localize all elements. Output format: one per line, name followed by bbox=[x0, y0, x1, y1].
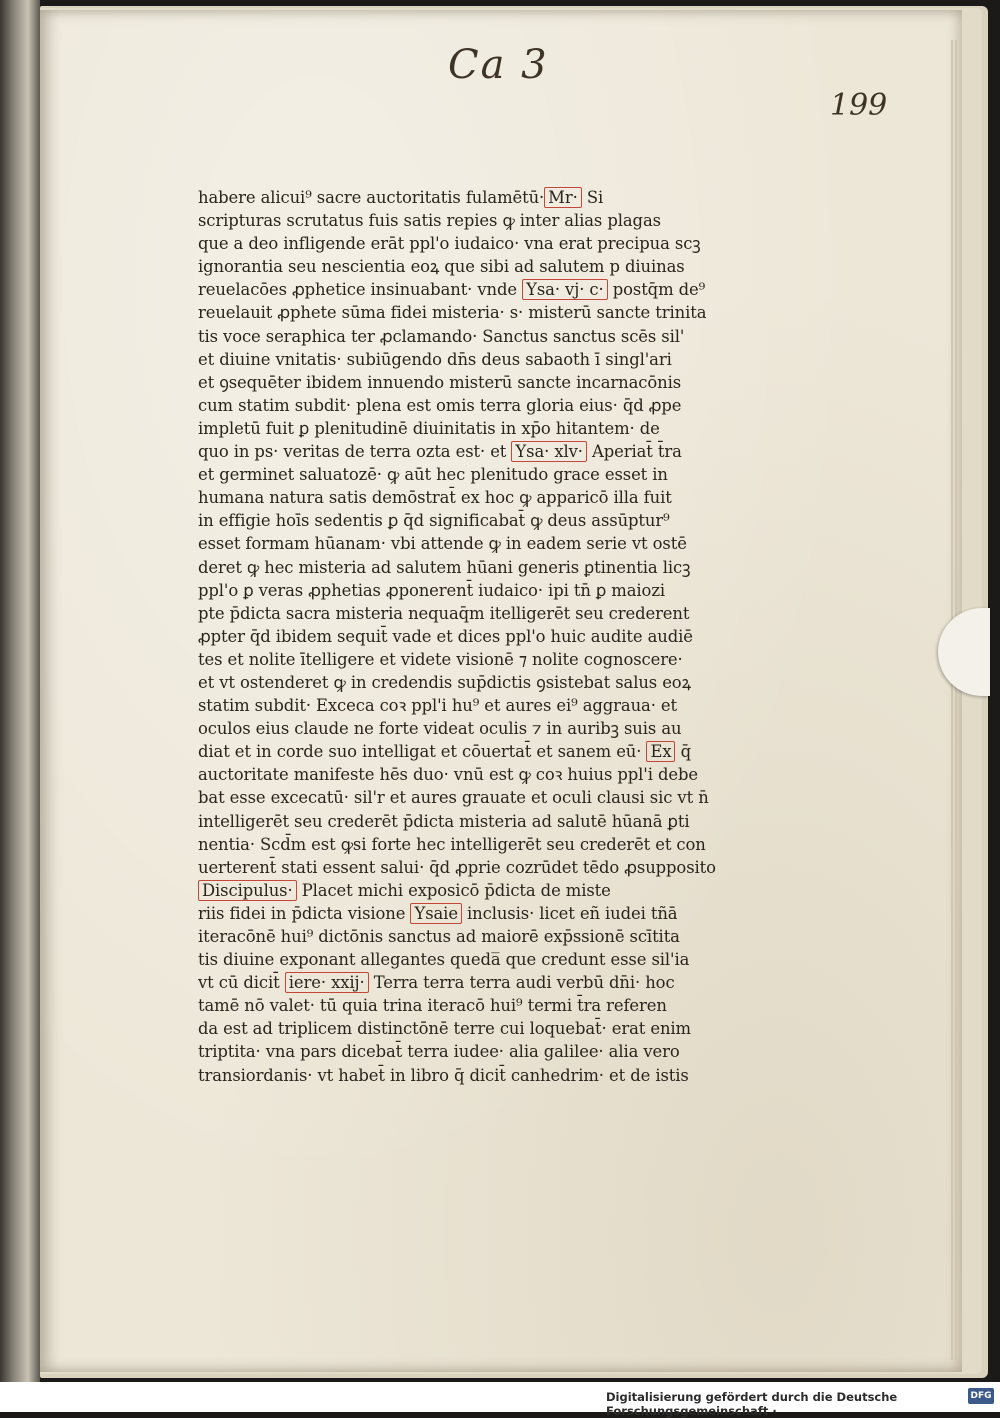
folio-number: 199 bbox=[830, 88, 888, 123]
line-text: bat esse excecatū· sil'r et aures grauate et oculi clausi sic vt n̄ bbox=[198, 788, 709, 808]
text-line bbox=[198, 348, 730, 371]
rubricated-reference: Discipulus· bbox=[198, 880, 297, 901]
line-text: quo in ps· veritas de terra ozta est· et bbox=[198, 442, 512, 462]
line-text: humana natura satis demōstrat̄ ex hoc ꝙ apparicō illa fuit bbox=[198, 488, 672, 508]
previous-page-edge bbox=[6, 120, 32, 1020]
text-line bbox=[198, 971, 730, 994]
text-line bbox=[198, 879, 730, 902]
line-text: cum statim subdit· plena est omis terra gloria eius· q̄d ꝓpe bbox=[198, 395, 682, 415]
line-text: Terra terra terra audi verbū dn̄i· hoc bbox=[368, 973, 675, 993]
text-line bbox=[198, 417, 730, 440]
line-text: reuelacōes ꝓphetice insinuabant· vnde bbox=[198, 280, 523, 300]
line-text: postq̄m de⁹ bbox=[607, 280, 706, 300]
text-line bbox=[198, 579, 730, 602]
line-text: deret ꝙ hec misteria ad salutem hūani generis ꝑtinentia licꝫ bbox=[198, 557, 691, 577]
text-line bbox=[198, 186, 730, 209]
line-text: q̄ bbox=[675, 742, 691, 762]
rubricated-reference: Mr· bbox=[544, 187, 582, 208]
text-line bbox=[198, 1064, 730, 1087]
text-line bbox=[198, 394, 730, 417]
line-text: riis fidei in p̄dicta visione bbox=[198, 903, 411, 923]
line-text: ꝓpter q̄d ibidem sequit̄ vade et dices ppl'o huic audite audiē bbox=[198, 626, 693, 646]
running-heading: Ca 3 bbox=[448, 42, 549, 88]
line-text: Si bbox=[581, 188, 604, 207]
line-text: da est ad triplicem distinctōnē terre cui loquebat̄· erat enim bbox=[198, 1019, 691, 1039]
line-text: ppl'o ꝑ veras ꝓphetias ꝓponerent̄ iudaico· ipi tn̄ ꝑ maiozi bbox=[198, 580, 666, 600]
text-line bbox=[198, 278, 730, 301]
text-line bbox=[198, 325, 730, 348]
rubricated-reference: Ysa· vj· c· bbox=[522, 279, 607, 300]
line-text: vt cū dicit̄ bbox=[198, 973, 285, 993]
text-line bbox=[198, 1040, 730, 1063]
page-edge-line bbox=[955, 40, 957, 1360]
line-text: inclusis· licet eñ iudei tñā bbox=[461, 903, 678, 923]
text-line bbox=[198, 648, 730, 671]
text-line bbox=[198, 740, 730, 763]
text-line bbox=[198, 833, 730, 856]
text-line bbox=[198, 255, 730, 278]
line-text: et vt ostenderet ꝙ in credendis sup̄dictis ꝯsistebat salus eoꝝ bbox=[198, 672, 691, 692]
line-text: et diuine vnitatis· subiūgendo dn̄s deus sabaoth ī singl'ari bbox=[198, 349, 672, 369]
line-text: diat et in corde suo intelligat et cōuertat̄ et sanem eū· bbox=[198, 742, 647, 762]
footer-bar bbox=[0, 1382, 1000, 1418]
line-text: impletū fuit ꝑ plenitudinē diuinitatis in xp̄o hitantem· de bbox=[198, 418, 660, 438]
line-text: Placet michi exposicō p̄dicta de miste bbox=[296, 880, 611, 900]
text-line bbox=[198, 948, 730, 971]
page-edge-line bbox=[951, 40, 953, 1360]
line-text: pte p̄dicta sacra misteria nequaq̄m itelligerēt seu crederent bbox=[198, 603, 690, 623]
line-text: transiordanis· vt habet̄ in libro q̄ dicit̄ canhedrim· et de istis bbox=[198, 1065, 689, 1085]
text-line bbox=[198, 1017, 730, 1040]
line-text: habere alicui⁹ sacre auctoritatis fulamētū· bbox=[198, 188, 545, 207]
line-text: nentia· Scd̄m est ꝙsi forte hec intelligerēt seu crederēt et con bbox=[198, 834, 706, 854]
text-line bbox=[198, 810, 730, 833]
line-text: statim subdit· Exceca coꝛ ppl'i hu⁹ et aures ei⁹ aggraua· et bbox=[198, 696, 678, 716]
line-text: scripturas scrutatus fuis satis repies ꝙ inter alias plagas bbox=[198, 211, 661, 231]
line-text: intelligerēt seu crederēt p̄dicta misteria ad salutē hūanā ꝑti bbox=[198, 811, 690, 831]
text-line bbox=[198, 925, 730, 948]
line-text: oculos eius claude ne forte videat oculis ⁊ in auribꝫ suis au bbox=[198, 719, 682, 739]
text-line bbox=[198, 786, 730, 809]
funding-credit: Digitalisierung gefördert durch die Deutsche Forschungsgemeinschaft · bbox=[606, 1390, 898, 1418]
rubricated-reference: Ysa· xlv· bbox=[511, 441, 586, 462]
line-text: tes et nolite ītelligere et videte visionē ⁊ nolite cognoscere· bbox=[198, 649, 683, 669]
text-line bbox=[198, 232, 730, 255]
line-text: Aperiat̄ t̄ra bbox=[586, 442, 682, 462]
text-line bbox=[198, 994, 730, 1017]
line-text: tis diuine exponant allegantes queda̅ que credunt esse sil'ia bbox=[198, 950, 690, 970]
line-text: reuelauit ꝓphete sūma fidei misteria· s· misterū sancte trinita bbox=[198, 303, 707, 323]
line-text: iteracōnē hui⁹ dictōnis sanctus ad maiorē exp̄ssionē scītita bbox=[198, 927, 680, 946]
text-line bbox=[198, 856, 730, 879]
line-text: et ꝯsequēter ibidem innuendo misterū sancte incarnacōnis bbox=[198, 372, 682, 392]
text-line bbox=[198, 440, 730, 463]
text-line bbox=[198, 602, 730, 625]
line-text: que a deo infligende erāt ppl'o iudaico· vna erat precipua scꝫ bbox=[198, 234, 701, 254]
text-line bbox=[198, 763, 730, 786]
rubricated-reference: Ysaie bbox=[410, 903, 461, 924]
text-line bbox=[198, 902, 730, 925]
line-text: tis voce seraphica ter ꝓclamando· Sanctus sanctus scēs sil' bbox=[198, 326, 685, 346]
line-text: uerterent̄ stati essent salui· q̄d ꝓprie cozrūdet tēdo ꝓsupposito bbox=[198, 857, 716, 877]
text-line bbox=[198, 556, 730, 579]
line-text: ignorantia seu nescientia eoꝝ que sibi ad salutem p diuinas bbox=[198, 257, 685, 277]
text-line bbox=[198, 301, 730, 324]
line-text: tamē nō valet· tū quia trina iteracō hui⁹ termi t̄ra referen bbox=[198, 996, 667, 1016]
text-line bbox=[198, 509, 730, 532]
text-line bbox=[198, 371, 730, 394]
rubricated-reference: iere· xxij· bbox=[285, 972, 369, 993]
line-text: auctoritate manifeste hēs duo· vnū est ꝙ coꝛ huius ppl'i debe bbox=[198, 765, 698, 785]
rubricated-reference: Ex bbox=[646, 741, 675, 762]
text-line bbox=[198, 625, 730, 648]
text-block bbox=[198, 186, 730, 1087]
text-line bbox=[198, 694, 730, 717]
line-text: in effigie hoīs sedentis ꝑ q̄d significabat̄ ꝙ deus assūptur⁹ bbox=[198, 511, 670, 531]
dfg-logo: DFG bbox=[968, 1388, 994, 1404]
line-text: esset formam hūanam· vbi attende ꝙ in eadem serie vt ostē bbox=[198, 534, 687, 554]
text-line bbox=[198, 209, 730, 232]
text-line bbox=[198, 532, 730, 555]
book-left-edge bbox=[0, 0, 40, 1382]
text-line bbox=[198, 463, 730, 486]
text-line bbox=[198, 671, 730, 694]
text-line bbox=[198, 486, 730, 509]
text-line bbox=[198, 717, 730, 740]
line-text: triptita· vna pars dicebat̄ terra iudee· alia galilee· alia vero bbox=[198, 1042, 680, 1062]
line-text: et germinet saluatozē· ꝙ aūt hec plenitudo grace esset in bbox=[198, 465, 668, 485]
